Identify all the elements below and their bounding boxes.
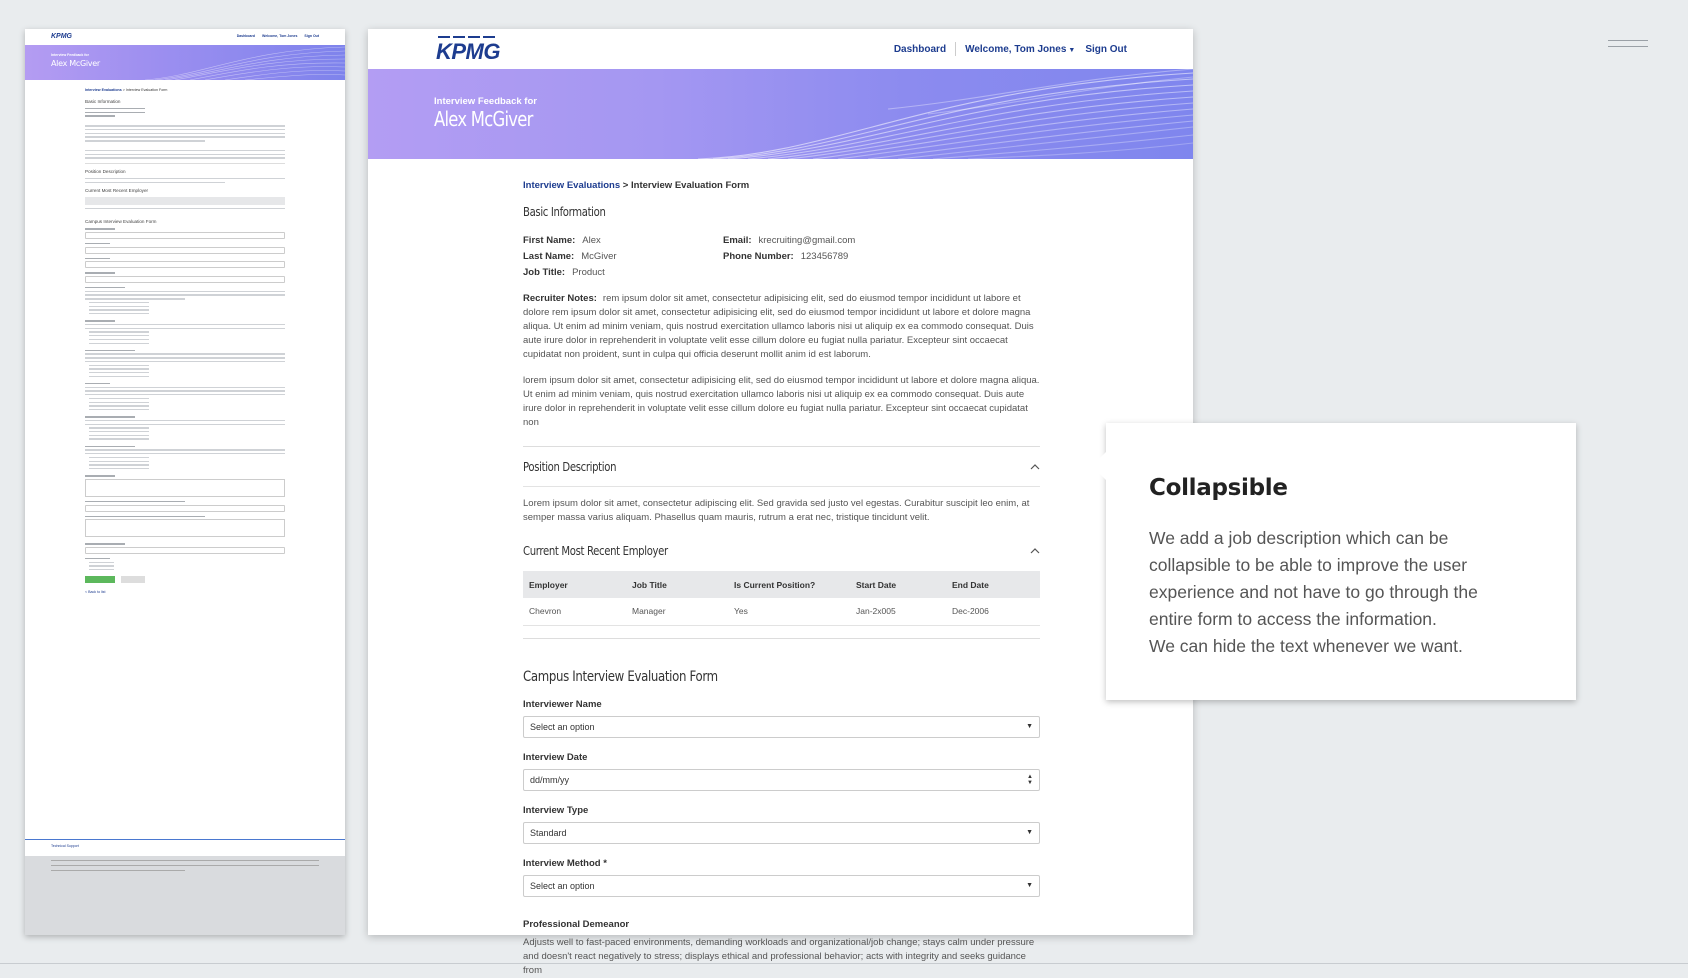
thumbnail-text-line — [85, 182, 225, 183]
thumbnail-text-line — [85, 449, 285, 450]
thumbnail-radio-option[interactable] — [89, 468, 149, 469]
thumbnail-label — [85, 287, 125, 288]
thumbnail-nav-welcome[interactable]: Welcome, Tom Jones — [261, 34, 298, 38]
thumbnail-radio-option[interactable] — [89, 313, 149, 314]
thumbnail-text-line — [85, 424, 285, 425]
thumbnail-back-link[interactable]: < Back to list — [85, 590, 106, 595]
thumbnail-text-line — [85, 115, 115, 116]
thumbnail-select[interactable] — [85, 276, 285, 283]
column-header: End Date — [946, 571, 1040, 598]
thumbnail-crumb-link[interactable]: Interview Evaluations — [85, 88, 122, 92]
thumbnail-radio-option[interactable] — [89, 343, 149, 344]
interview-method-value: Select an option — [530, 880, 595, 891]
banner-subtitle: Interview Feedback for — [434, 96, 537, 107]
thumbnail-employer-table — [85, 197, 285, 205]
thumbnail-radio-option[interactable] — [89, 306, 149, 307]
caret-down-icon: ▼ — [1068, 46, 1076, 54]
phone-value: 123456789 — [800, 251, 849, 262]
thumbnail-select[interactable] — [85, 261, 285, 268]
thumbnail-text-line — [85, 108, 145, 109]
thumbnail-buttons — [85, 576, 285, 584]
thumbnail-text-line — [85, 208, 285, 209]
thumbnail-text-line — [85, 154, 285, 155]
caret-down-icon: ▼ — [1026, 882, 1033, 889]
thumbnail-text-line — [85, 140, 205, 141]
thumbnail-radio-option[interactable] — [89, 365, 149, 366]
kpmg-logo[interactable]: KPMG — [436, 39, 500, 64]
professional-demeanor-text: Adjusts well to fast-paced environments, demanding workloads and organizational/job change; stays calm under pressure and doesn't react negatively to stress; displays ethical and professional behavior; acts with integrity and seeks guidance from — [523, 936, 1035, 976]
thumbnail-text-line — [85, 125, 285, 126]
thumbnail-header — [25, 29, 345, 45]
thumbnail-text-line — [85, 387, 285, 388]
recruiter-notes-label: Recruiter Notes: — [523, 293, 597, 304]
thumbnail-position-title[interactable]: Position Description — [85, 168, 126, 174]
column-header: Job Title — [626, 571, 728, 598]
thumbnail-radio-option[interactable] — [89, 372, 149, 373]
recruiter-notes-p1: rem ipsum dolor sit amet, consectetur adipisicing elit, sed do eiusmod tempor incididunt ut labore et dolore rem ipsum dolor sit amet, consectetur adipisicing elit, sed do eiusmod tempor incididunt ut labore et dolore magna aliqua. Ut enim ad minim veniam, quis nostrud exercitation ullamco laboris nisi ut aliquip ex ea commodo consequat. Duis aute irure dolor in reprehenderit in voluptate velit esse cillum dolore eu fugiat nulla pariatur. Excepteur sint occaecat cupidatat non proident, sunt in culpa qui officia deserunt mollit anim id est laborum. — [523, 293, 1034, 360]
thumbnail-radio-option[interactable] — [89, 405, 149, 406]
recent-employer-toggle[interactable] — [523, 531, 1040, 571]
breadcrumb — [523, 180, 1040, 191]
professional-demeanor-label: Professional Demeanor — [523, 918, 630, 930]
section-divider — [523, 638, 1040, 639]
nav-welcome-dropdown[interactable] — [965, 44, 1075, 55]
thumbnail-employer-title[interactable]: Current Most Recent Employer — [85, 187, 149, 193]
thumbnail-support-link[interactable]: Technical Support — [51, 844, 79, 848]
thumbnail-banner-name: Alex McGiver — [51, 59, 100, 68]
thumbnail-radio-option[interactable] — [89, 335, 149, 336]
callout-title: Collapsible — [1149, 475, 1288, 501]
table-row — [523, 598, 1040, 625]
interviewer-name-select[interactable] — [523, 716, 1040, 738]
nav-welcome-label: Welcome, Tom Jones — [965, 43, 1067, 55]
thumbnail-divider — [85, 163, 285, 164]
thumbnail-text-line — [85, 357, 285, 358]
thumbnail-radio-option[interactable] — [89, 435, 149, 436]
interview-type-label: Interview Type — [523, 804, 589, 816]
table-cell: Manager — [626, 598, 728, 625]
job-title-value: Product — [572, 267, 605, 278]
thumbnail-label — [85, 543, 125, 544]
basic-info-grid — [523, 235, 1040, 278]
thumbnail-breadcrumb — [85, 88, 285, 92]
thumbnail-text-line — [85, 324, 285, 325]
position-description-text: Lorem ipsum dolor sit amet, consectetur adipiscing elit. Sed gravida sed justo vel egestas. Curabitur suscipit leo enim, at semper massa varius aliquam. Phasellus quam mauris, rutrum a erat nec, tristique tincidunt velit. — [523, 498, 1030, 523]
thumbnail-text-line — [85, 112, 145, 113]
email-label: Email: — [723, 235, 752, 246]
last-name-value: McGiver — [581, 251, 617, 262]
chevron-up-icon[interactable] — [1030, 462, 1040, 472]
thumbnail-footer-line — [25, 839, 345, 840]
thumbnail-radio-option[interactable] — [89, 339, 149, 340]
basic-info-title: Basic Information — [523, 205, 606, 219]
breadcrumb-separator: > — [622, 180, 629, 191]
full-page-thumbnail — [25, 29, 345, 935]
thumbnail-radio-option[interactable] — [89, 402, 149, 403]
position-description-title: Position Description — [523, 459, 617, 474]
thumbnail-radio-option[interactable] — [89, 302, 149, 303]
app-header — [368, 29, 1193, 69]
callout-line: We can hide the text whenever we want. — [1149, 636, 1463, 656]
thumbnail-comments-textarea[interactable] — [85, 479, 285, 497]
thumbnail-text-line — [85, 291, 285, 292]
thumbnail-radio-option[interactable] — [89, 565, 114, 566]
thumbnail-select[interactable] — [85, 232, 285, 239]
table-cell: Jan-2x005 — [850, 598, 946, 625]
top-nav — [894, 42, 1127, 56]
nav-separator — [955, 42, 956, 56]
main-screen — [368, 29, 1193, 976]
thumbnail-radio-option[interactable] — [89, 398, 149, 399]
interview-method-select[interactable] — [523, 875, 1040, 897]
thumbnail-radio-option[interactable] — [89, 431, 149, 432]
header-banner — [368, 69, 1193, 159]
chevron-up-icon[interactable] — [1030, 546, 1040, 556]
thumbnail-other-textarea[interactable] — [85, 519, 285, 537]
recruiter-notes — [523, 292, 1040, 430]
thumbnail-cancel-button[interactable] — [121, 576, 145, 583]
caret-down-icon: ▼ — [1026, 723, 1033, 730]
thumbnail-text-line — [85, 133, 285, 134]
last-name-label: Last Name: — [523, 251, 575, 262]
column-header: Start Date — [850, 571, 946, 598]
thumbnail-radio-option[interactable] — [89, 427, 149, 428]
thumbnail-overall-label — [85, 475, 115, 476]
first-name-label: First Name: — [523, 235, 576, 246]
thumbnail-banner-subtitle: Interview Feedback for — [51, 53, 89, 57]
thumbnail-text-line — [85, 294, 285, 295]
thumbnail-footer — [25, 856, 345, 935]
spinner-icon[interactable]: ▲ ▼ — [1027, 773, 1033, 786]
thumbnail-label — [85, 446, 135, 447]
table-header-row — [523, 571, 1040, 598]
interviewer-name-value: Select an option — [530, 721, 595, 732]
thumbnail-submit-button[interactable] — [85, 576, 115, 583]
thumbnail-text-line — [85, 178, 285, 179]
callout-line: experience and not have to go through the — [1149, 582, 1478, 602]
nav-sign-out-link[interactable]: Sign Out — [1085, 43, 1127, 55]
interview-date-value: dd/mm/yy — [530, 774, 570, 785]
thumbnail-text-line — [85, 390, 285, 391]
thumbnail-nav-dashboard[interactable]: Dashboard — [236, 34, 255, 38]
thumbnail-radio-option[interactable] — [89, 562, 114, 563]
interview-date-input[interactable] — [523, 769, 1040, 791]
candidate-name: Alex McGiver — [434, 107, 533, 131]
thumbnail-label — [85, 258, 110, 259]
nav-dashboard-link[interactable]: Dashboard — [893, 43, 947, 55]
thumbnail-radio-option[interactable] — [89, 464, 149, 465]
thumbnail-radio-option[interactable] — [89, 331, 149, 332]
thumbnail-label — [85, 320, 115, 321]
thumbnail-radio-option[interactable] — [89, 376, 149, 377]
thumbnail-radio-option[interactable] — [89, 438, 149, 439]
thumbnail-text-line — [85, 298, 185, 299]
interview-type-value: Standard — [530, 827, 567, 838]
thumbnail-text-line — [85, 129, 285, 130]
table-cell: Chevron — [523, 598, 626, 625]
column-header: Employer — [523, 571, 626, 598]
thumbnail-form-title: Campus Interview Evaluation Form — [85, 219, 157, 225]
thumbnail-radio-option[interactable] — [89, 461, 149, 462]
thumbnail-radio-option[interactable] — [89, 409, 149, 410]
breadcrumb-current: Interview Evaluation Form — [631, 180, 750, 191]
thumbnail-label — [85, 558, 110, 559]
thumbnail-text-line — [85, 394, 285, 395]
thumbnail-label — [85, 383, 110, 384]
callout-line: collapsible to be able to improve the user — [1149, 555, 1468, 575]
job-title-label: Job Title: — [523, 267, 566, 278]
thumbnail-radio-option[interactable] — [89, 569, 114, 570]
thumbnail-label — [85, 228, 115, 229]
page-content — [523, 180, 1040, 978]
thumbnail-label — [85, 416, 135, 417]
thumbnail-radio-option[interactable] — [89, 457, 149, 458]
column-header: Is Current Position? — [728, 571, 850, 598]
position-description-toggle[interactable] — [523, 447, 1040, 487]
interviewer-name-label: Interviewer Name — [523, 698, 602, 710]
interview-type-select[interactable] — [523, 822, 1040, 844]
thumbnail-text-line — [85, 361, 285, 362]
callout-line: entire form to access the information. — [1149, 609, 1437, 629]
thumbnail-radio-option[interactable] — [89, 368, 149, 369]
thumbnail-label — [85, 272, 115, 273]
thumbnail-select[interactable] — [85, 547, 285, 554]
thumbnail-text-line — [85, 453, 285, 454]
thumbnail-text-line — [85, 420, 285, 421]
thumbnail-label — [85, 243, 110, 244]
thumbnail-text-line — [85, 136, 285, 137]
thumbnail-text-line — [85, 328, 285, 329]
recent-employer-title: Current Most Recent Employer — [523, 544, 668, 558]
thumbnail-label — [85, 350, 135, 351]
thumbnail-banner — [25, 45, 345, 80]
thumbnail-text-line — [85, 157, 285, 158]
interview-method-label: Interview Method * — [523, 857, 607, 869]
employer-table — [523, 571, 1040, 626]
table-cell: Dec-2006 — [946, 598, 1040, 625]
thumbnail-select[interactable] — [85, 505, 285, 512]
evaluation-form-title: Campus Interview Evaluation Form — [523, 668, 718, 685]
first-name-value: Alex — [582, 235, 601, 246]
thumbnail-label — [85, 516, 205, 517]
thumbnail-body — [25, 80, 345, 594]
annotation-callout — [1106, 423, 1576, 700]
email-value: krecruiting@gmail.com — [758, 235, 856, 246]
interview-date-label: Interview Date — [523, 751, 588, 763]
thumbnail-nav — [231, 34, 319, 38]
caret-down-icon: ▼ — [1026, 829, 1033, 836]
hamburger-menu-icon[interactable] — [1608, 40, 1648, 54]
thumbnail-crumb-current: > Interview Evaluation Form — [122, 88, 168, 92]
callout-line: We add a job description which can be — [1149, 528, 1449, 548]
thumbnail-label — [85, 501, 185, 502]
phone-label: Phone Number: — [723, 251, 794, 262]
thumbnail-select[interactable] — [85, 247, 285, 254]
table-cell: Yes — [728, 598, 850, 625]
callout-body — [1149, 525, 1549, 660]
thumbnail-basic-info-title: Basic Information — [85, 99, 121, 104]
thumbnail-text-line — [85, 353, 285, 354]
thumbnail-text-line — [85, 150, 285, 151]
thumbnail-logo: KPMG — [51, 33, 72, 40]
breadcrumb-link[interactable]: Interview Evaluations — [523, 180, 621, 191]
thumbnail-nav-signout[interactable]: Sign Out — [304, 34, 319, 38]
thumbnail-radio-option[interactable] — [89, 309, 149, 310]
recruiter-notes-p2: lorem ipsum dolor sit amet, consectetur adipisicing elit, sed do eiusmod tempor incididunt ut labore et dolore magna aliqua. Ut enim ad minim veniam, quis nostrud exercitation ullamco laboris nisi ut aliquip ex ea commodo consequat. Duis aute irure dolor in reprehenderit in voluptate velit esse cillum dolore eu fugiat nulla pariatur. Excepteur sint occaecat cupidatat non — [523, 375, 1040, 428]
